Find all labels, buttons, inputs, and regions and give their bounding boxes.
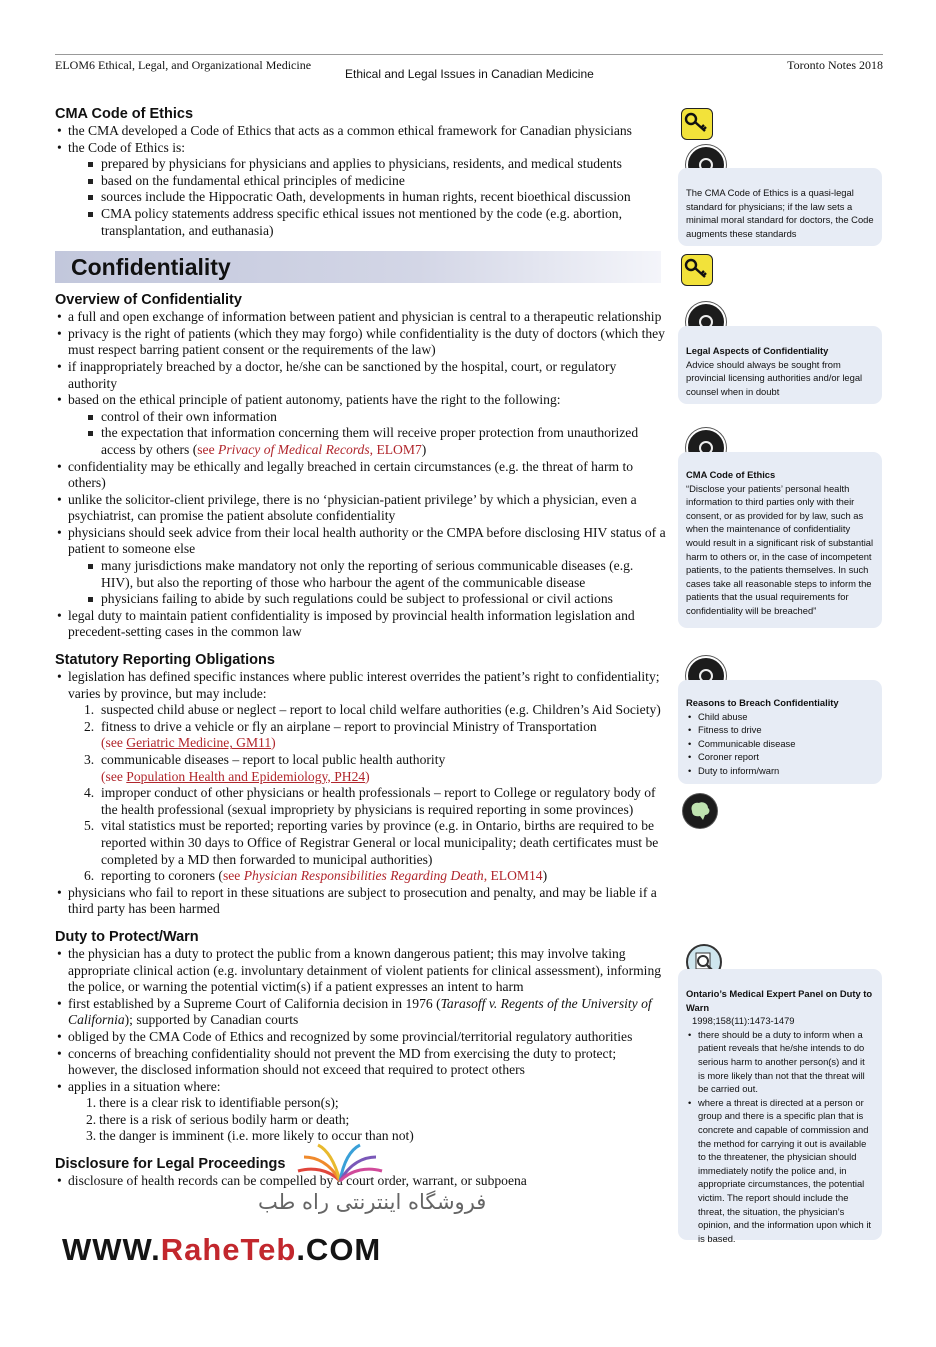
disclosure-heading: Disclosure for Legal Proceedings xyxy=(55,1156,286,1173)
watermark: WWW.RaheTeb.COM xyxy=(62,1232,382,1267)
list-item: • Fitness to drive xyxy=(686,723,874,737)
sub-list xyxy=(68,558,667,608)
overview-heading: Overview of Confidentiality xyxy=(55,292,242,309)
statutory-heading: Statutory Reporting Obligations xyxy=(55,652,275,669)
list-item: • physicians should seek advice from their local health authority or the CMPA before disclosing HIV status of a patient to someone else many jurisdictions make mandatory not only the reporting of serious communicable diseases (e.g. HIV), but also the reporting of those who harbour the agent of the communicable disease physicians failing to abide by such regulations could be subject to professional or civil actions xyxy=(55,525,667,608)
sub-list-item: prepared by physicians for physicians and applies to physicians, residents, and medical students xyxy=(68,156,667,173)
note-box: Legal Aspects of Confidentiality Advice should always be sought from provincial licensing authorities and/or legal counsel when in doubt xyxy=(678,326,882,404)
numbered-item: 3. communicable diseases – report to local public health authority (see Population Health and Epidemiology, PH24) xyxy=(84,752,446,784)
running-header-right: Toronto Notes 2018 xyxy=(787,58,883,72)
key-icon xyxy=(681,108,713,140)
list-item: • first established by a Supreme Court of California decision in 1976 (Tarasoff v. Regents of the University of California); supported by Canadian courts xyxy=(55,996,667,1029)
sub-list xyxy=(68,156,667,239)
sub-list-item: sources include the Hippocratic Oath, developments in human rights, recent bioethical discussion xyxy=(68,189,667,206)
sub-list-item: the expectation that information concerning them will receive proper protection from unauthorized access by others (see Privacy of Medical Records, ELOM7) xyxy=(68,425,667,458)
numbered-item: 3. the danger is imminent (i.e. more likely to occur than not) xyxy=(86,1128,414,1144)
list-item: • the physician has a duty to protect the public from a known dangerous patient; this may involve taking appropriate clinical action (e.g. involuntary detainment of violent patients for clinical assessment), informing the police, or warning the potential victim(s) if a patient expresses an intent to harm xyxy=(55,946,667,996)
numbered-item: 4. improper conduct of other physicians or health professionals – report to College or regulatory body of the health professional (sexual impropriety by physicians is required reporting in some provinces) xyxy=(84,785,656,817)
main-column xyxy=(55,106,667,1190)
numbered-item: 2. fitness to drive a vehicle or fly an airplane – report to provincial Ministry of Transportation (see Geriatric Medicine, GM11) xyxy=(84,718,597,751)
evidence-list xyxy=(686,1028,874,1246)
key-icon xyxy=(681,254,713,286)
cross-reference-link[interactable]: (see Geriatric Medicine, GM11) xyxy=(101,735,276,751)
list-item: • physicians who fail to report in these situations are subject to prosecution and penalty, and may be liable if a third party has been harmed xyxy=(55,885,667,918)
cma-code-heading: CMA Code of Ethics xyxy=(55,106,194,122)
reasons-list xyxy=(686,710,874,778)
evidence-box: Ontario’s Medical Expert Panel on Duty to Warn 1998;158(11):1473-1479 • there should be a duty to inform when a patient reveals that he/she intends to do serious harm to another person(s) and it is more likely than not that the threat will be carried out. • where a threat is directed at a person or group and there is a specific plan that is concrete and capable of commission and the method for carrying it out is available to the threatener, the physician should immediately notify the police and, in appropriate circumstances, the potential victim. The report should include the threat, the situation, the physician’s opinion, and the information upon which it is based. xyxy=(678,969,882,1240)
list-item: • Communicable disease xyxy=(686,737,874,751)
list-item: • the Code of Ethics is: prepared by physicians for physicians and applies to physicians, residents, and medical students based on the fundamental ethical principles of medicine sources include the Hippocratic Oath, developments in human rights, recent bioethical discussion CMA policy statements address specific ethical issues not mentioned by the code (e.g. abortion, transplantation, and euthanasia) xyxy=(55,140,667,240)
sub-list-item: control of their own information xyxy=(68,409,667,426)
numbered-item: 6. reporting to coroners (see Physician Responsibilities Regarding Death, ELOM14) xyxy=(84,868,548,884)
header-rule xyxy=(55,54,883,55)
book-logo-icon xyxy=(292,1137,388,1192)
sub-list-item: based on the fundamental ethical principles of medicine xyxy=(68,173,667,190)
sub-list-item: many jurisdictions make mandatory not only the reporting of serious communicable diseases (e.g. HIV), but also the reporting of those who harbour the agent of the communicable disease xyxy=(68,558,667,591)
statutory-list xyxy=(55,669,667,918)
list-item: • obliged by the CMA Code of Ethics and recognized by some provincial/territorial regulatory authorities xyxy=(55,1029,667,1046)
list-item: • where a threat is directed at a person or group and there is a specific plan that is concrete and capable of commission and the method for carrying it out is available to the threatener, the physician should immediately notify the police and, in appropriate circumstances, the potential victim. The report should include the threat, the situation, the physician’s opinion, and the information upon which it is based. xyxy=(686,1096,874,1246)
cma-code-list xyxy=(55,123,667,239)
list-item: • confidentiality may be ethically and legally breached in certain circumstances (e.g. the threat of harm to others) xyxy=(55,459,667,492)
list-item: • Duty to inform/warn xyxy=(686,764,874,778)
list-item: • unlike the solicitor-client privilege, there is no ‘physician-patient privilege’ by which a physician, even a psychiatrist, can promise the patient absolute confidentiality xyxy=(55,492,667,525)
cross-reference-link[interactable]: see Privacy of Medical Records, ELOM7 xyxy=(197,441,422,457)
list-item: • if inappropriately breached by a doctor, he/she can be sanctioned by the hospital, court, or regulatory authority xyxy=(55,359,667,392)
sub-list xyxy=(68,409,667,459)
list-item: • concerns of breaching confidentiality should not prevent the MD from exercising the duty to protect; however, the disclosed information should not exceed that required to protect others xyxy=(55,1046,667,1079)
duty-heading: Duty to Protect/Warn xyxy=(55,928,199,945)
watermark-persian: فروشگاه اینترنتی راه طب xyxy=(258,1190,487,1214)
section-title: Confidentiality xyxy=(71,254,231,281)
cross-reference-link[interactable]: see Physician Responsibilities Regarding Death, ELOM14 xyxy=(222,868,543,884)
list-item: • there should be a duty to inform when a patient reveals that he/she intends to do serious harm to another person(s) and it is more likely than not that the threat will be carried out. xyxy=(686,1028,874,1096)
section-title-band xyxy=(55,251,661,283)
list-item: • legal duty to maintain patient confidentiality is imposed by provincial health information legislation and precedent-setting cases in the common law xyxy=(55,608,667,641)
brain-icon xyxy=(683,794,717,828)
sub-list-item: CMA policy statements address specific ethical issues not mentioned by the code (e.g. abortion, transplantation, and euthanasia) xyxy=(68,206,667,239)
quote-box: CMA Code of Ethics “Disclose your patients’ personal health information to third parties only with their consent, or as provided for by law, such as when the maintenance of confidentiality would result in a significant risk of substantial harm to others or, in the case of incompetent patients, to the patients themselves. In such cases take all reasonable steps to inform the patients that the usual requirements for confidentiality will be breached” xyxy=(678,452,882,628)
sub-list-item: physicians failing to abide by such regulations could be subject to professional or civil actions xyxy=(68,591,667,608)
list-item: • Child abuse xyxy=(686,710,874,724)
cross-reference-link[interactable]: (see Population Health and Epidemiology, PH24) xyxy=(101,768,370,784)
note-box: The CMA Code of Ethics is a quasi-legal standard for physicians; if the law sets a minimal moral standard for doctors, the Code augments these standards xyxy=(678,168,882,246)
duty-list xyxy=(55,946,667,1145)
numbered-list xyxy=(68,702,667,885)
numbered-item: 5. vital statistics must be reported; reporting varies by province (e.g. in Ontario, births are required to be reported within 30 days to Office of Registrar General or local municipality; death certificates must be completed by a MD then forwarded to municipal authorities) xyxy=(84,818,659,867)
overview-list xyxy=(55,309,667,641)
running-header-center: Ethical and Legal Issues in Canadian Medicine xyxy=(345,67,594,81)
list-item: • disclosure of health records can be compelled by a court order, warrant, or subpoena xyxy=(55,1173,667,1190)
list-item: • a full and open exchange of information between patient and physician is central to a therapeutic relationship xyxy=(55,309,667,326)
list-item: • Coroner report xyxy=(686,750,874,764)
numbered-item: 1. suspected child abuse or neglect – report to local child welfare authorities (e.g. Children’s Aid Society) xyxy=(84,702,661,718)
list-item: • the CMA developed a Code of Ethics that acts as a common ethical framework for Canadian physicians xyxy=(55,123,667,140)
numbered-item: 1. there is a clear risk to identifiable person(s); xyxy=(86,1095,339,1111)
list-item: • legislation has defined specific instances where public interest overrides the patient’s right to confidentiality; varies by province, but may include: 1. suspected child abuse or neglect – report to local child welfare authorities (e.g. Children’s Aid Society) 2. fitness to drive a vehicle or fly an airplane – report to provincial Ministry of Transportation (see Geriatric Medicine, GM11) 3. communicable diseases – report to local public health authority (see Population Health and Epidemiology, PH24) 4. improper conduct of other physicians or health professionals – report to College or regulatory body of the health professional (sexual impropriety by physicians is required reporting in some provinces) 5. vital statistics must be reported; reporting varies by province (e.g. in Ontario, births are required to be reported within 30 days to Office of Registrar General or local municipality; death certificates must be completed by a MD then forwarded to municipal authorities) 6. reporting to coroners (see Physician Responsibilities Regarding Death, ELOM14) xyxy=(55,669,667,885)
list-item: • applies in a situation where: 1. there is a clear risk to identifiable person(s); 2. there is a risk of serious bodily harm or death; 3. the danger is imminent (i.e. more likely to occur than not) xyxy=(55,1079,667,1145)
note-box: Reasons to Breach Confidentiality • Child abuse • Fitness to drive • Communicable disease • Coroner report • Duty to inform/warn xyxy=(678,680,882,784)
running-header-left: ELOM6 Ethical, Legal, and Organizational Medicine xyxy=(55,58,312,72)
list-item: • privacy is the right of patients (which they may forgo) while confidentiality is the duty of doctors (which they must respect barring patient consent or the requirements of the law) xyxy=(55,326,667,359)
numbered-item: 2. there is a risk of serious bodily harm or death; xyxy=(86,1111,350,1127)
list-item: • based on the ethical principle of patient autonomy, patients have the right to the following: control of their own information the expectation that information concerning them will receive proper protection from unauthorized access by others (see Privacy of Medical Records, ELOM7) xyxy=(55,392,667,458)
